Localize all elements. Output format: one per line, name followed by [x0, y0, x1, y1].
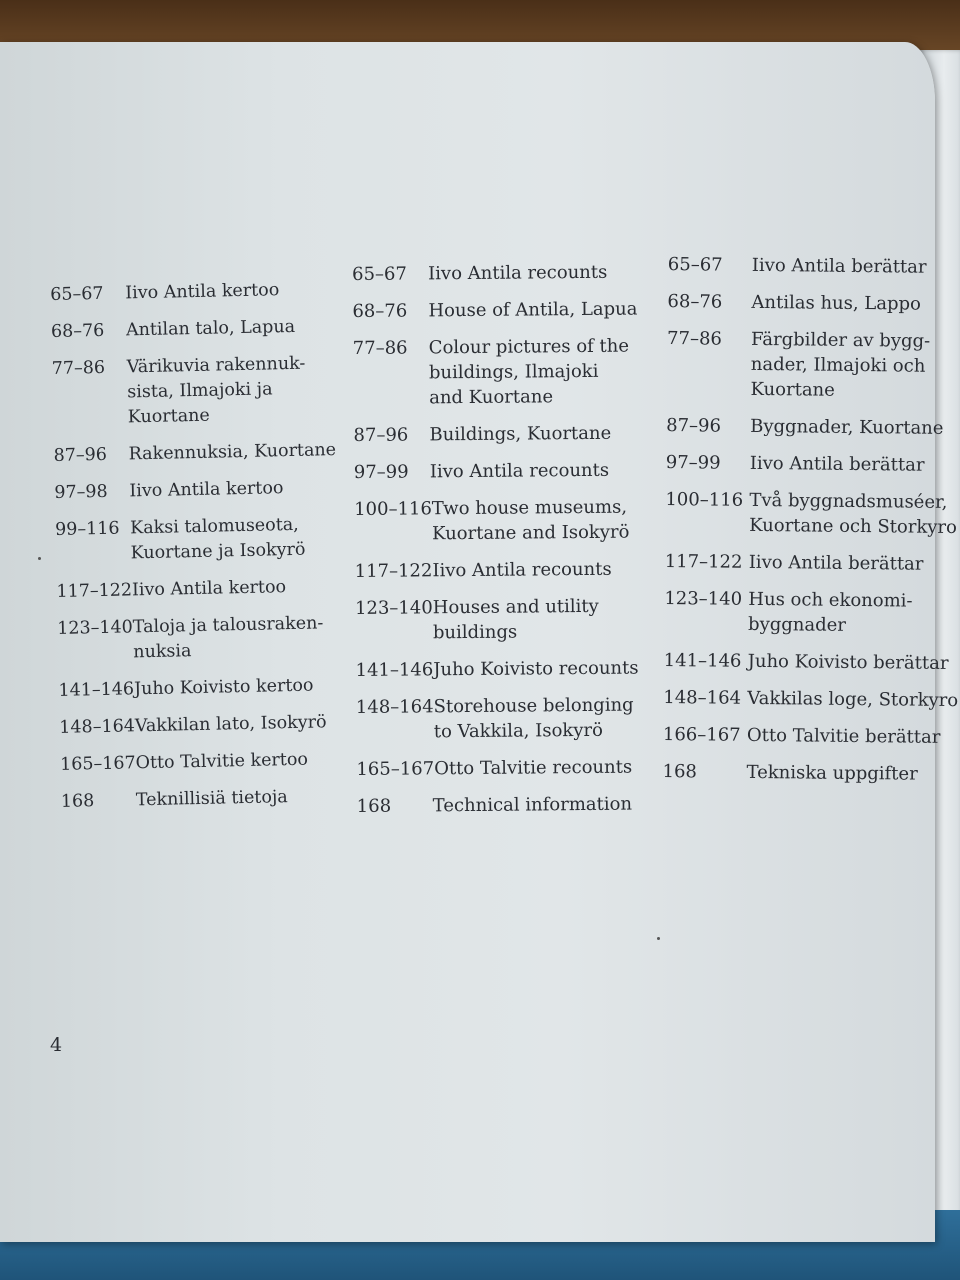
- toc-page-range: 97–98: [54, 481, 108, 503]
- toc-title: Byggnader, Kuortane: [750, 415, 944, 439]
- toc-title: House of Antila, Lapua: [428, 298, 638, 322]
- toc-title: Två byggnadsmuséer, Kuortane och Storkyro: [749, 489, 958, 539]
- toc-column-finnish: [50, 277, 361, 827]
- toc-page-range: 100–116: [665, 488, 744, 511]
- toc-page-range: 141–146: [58, 679, 135, 701]
- toc-page-range: 97–99: [353, 461, 409, 483]
- toc-entry: [355, 593, 655, 646]
- toc-entry: [54, 475, 354, 506]
- toc-title: Hus och ekonomi- byggnader: [747, 588, 913, 636]
- toc-entry: [56, 574, 356, 605]
- toc-page-range: 117–122: [664, 550, 743, 573]
- toc-page-range: 77–86: [352, 337, 408, 359]
- toc-page-range: 148–164: [663, 686, 742, 709]
- toc-entry: [666, 326, 960, 404]
- toc-entry: [665, 549, 960, 577]
- toc-page-range: 168: [60, 791, 95, 812]
- toc-title: Taloja ja talousraken- nuksia: [132, 613, 324, 663]
- toc-entry: [356, 754, 656, 782]
- toc-column-english: [352, 259, 657, 831]
- toc-page-range: 77–86: [51, 357, 106, 379]
- toc-page-range: 68–76: [667, 290, 723, 313]
- toc-entry: [61, 784, 361, 815]
- toc-page-range: 65–67: [50, 283, 104, 305]
- toc-title: Rakennuksia, Kuortane: [128, 440, 337, 465]
- toc-entry: [356, 692, 656, 745]
- toc-page-range: 141–146: [355, 659, 434, 681]
- toc-entry: [354, 457, 654, 485]
- toc-entry: [53, 438, 353, 469]
- toc-page-range: 77–86: [666, 327, 723, 350]
- toc-entry: [59, 710, 359, 741]
- toc-entry: [666, 450, 960, 478]
- toc-page-range: 87–96: [53, 444, 108, 466]
- toc-page-range: 141–146: [663, 649, 742, 672]
- toc-page-range: 123–140: [354, 597, 433, 619]
- toc-entry: [664, 586, 960, 639]
- toc-title: Antilan talo, Lapua: [125, 316, 296, 341]
- toc-title: Storehouse belonging to Vakkila, Isokyrö: [433, 694, 634, 743]
- toc-entry: [57, 611, 358, 667]
- toc-title: Iivo Antila kertoo: [131, 577, 287, 601]
- toc-title: Iivo Antila recounts: [429, 459, 610, 483]
- toc-title: Tekniska uppgifter: [746, 761, 918, 785]
- toc-entry: [664, 648, 960, 676]
- toc-page-range: 87–96: [353, 424, 409, 446]
- toc-page-range: 165–167: [356, 758, 435, 780]
- toc-page-range: 123–140: [57, 617, 134, 639]
- toc-entry: [357, 791, 657, 819]
- toc-entry: [668, 252, 960, 280]
- toc-entry: [50, 277, 350, 308]
- toc-title: Iivo Antila kertoo: [125, 280, 280, 304]
- toc-title: Teknillisiä tietoja: [135, 787, 288, 811]
- toc-page-range: 168: [662, 760, 698, 783]
- toc-page-range: 123–140: [664, 587, 743, 610]
- toc-entry: [52, 351, 354, 432]
- toc-page-range: 148–164: [355, 696, 434, 718]
- toc-title: Iivo Antila berättar: [748, 551, 924, 575]
- toc-title: Houses and utility buildings: [432, 595, 599, 644]
- toc-entry: [665, 487, 960, 540]
- toc-page-range: 100–116: [354, 498, 432, 520]
- toc-entry: [51, 314, 351, 345]
- toc-page-range: 68–76: [50, 320, 105, 342]
- toc-page-range: 168: [356, 795, 392, 817]
- toc-entry: [353, 420, 653, 448]
- toc-page-range: 65–67: [667, 253, 723, 276]
- toc-title: Colour pictures of the buildings, Ilmajoki and Kuortane: [428, 335, 630, 409]
- toc-entry: [667, 289, 960, 317]
- toc-entry: [663, 685, 960, 713]
- toc-entry: [663, 722, 960, 750]
- toc-page-range: 87–96: [666, 414, 722, 437]
- paper-speck: [38, 557, 41, 560]
- toc-column-swedish: [662, 252, 960, 799]
- toc-page-range: 117–122: [354, 560, 433, 582]
- toc-title: Iivo Antila berättar: [751, 254, 927, 278]
- toc-entry: [353, 333, 654, 411]
- page-number: 4: [50, 1034, 63, 1056]
- toc-title: Otto Talvitie berättar: [746, 724, 941, 748]
- toc-page-range: 166–167: [662, 723, 741, 746]
- toc-title: Antilas hus, Lappo: [751, 291, 922, 315]
- toc-title: Juho Koivisto berättar: [747, 650, 949, 674]
- paper-speck: [657, 937, 660, 940]
- toc-title: Iivo Antila kertoo: [129, 478, 284, 502]
- toc-entry: [666, 413, 960, 441]
- toc-page-range: 148–164: [59, 716, 136, 738]
- toc-title: Two house museums, Kuortane and Isokyrö: [431, 496, 630, 545]
- toc-entry: [58, 673, 358, 704]
- toc-title: Otto Talvitie recounts: [434, 756, 633, 780]
- toc-title: Värikuvia rakennuk- sista, Ilmajoki ja Kuortane: [126, 353, 306, 428]
- toc-title: Buildings, Kuortane: [429, 422, 612, 446]
- toc-page-range: 117–122: [56, 580, 133, 602]
- toc-title: Technical information: [432, 793, 633, 817]
- toc-page-range: 165–167: [59, 753, 136, 775]
- toc-title: Kaksi talomuseota, Kuortane ja Isokyrö: [129, 514, 306, 564]
- toc-entry: [354, 494, 654, 547]
- toc-title: Vakkilas loge, Storkyro: [747, 687, 959, 712]
- toc-entry: [662, 759, 960, 787]
- toc-entry: [352, 259, 652, 287]
- toc-title: Juho Koivisto recounts: [433, 657, 639, 681]
- toc-entry: [355, 556, 655, 584]
- toc-entry: [352, 296, 652, 324]
- toc-entry: [60, 747, 360, 778]
- toc-title: Färgbilder av bygg- nader, Ilmajoki och Kuortane: [750, 328, 931, 401]
- toc-page-range: 97–99: [665, 451, 721, 474]
- toc-page-range: 99–116: [54, 518, 120, 540]
- toc-entry: [55, 512, 356, 568]
- toc-title: Iivo Antila recounts: [428, 261, 608, 285]
- toc-title: Vakkilan lato, Isokyrö: [134, 712, 327, 737]
- toc-entry: [355, 655, 655, 683]
- toc-page-range: 68–76: [352, 300, 408, 322]
- toc-title: Iivo Antila berättar: [749, 452, 925, 476]
- toc-page-range: 65–67: [352, 263, 408, 285]
- toc-title: Juho Koivisto kertoo: [133, 675, 314, 700]
- toc-title: Iivo Antila recounts: [432, 558, 612, 582]
- toc-title: Otto Talvitie kertoo: [135, 749, 309, 774]
